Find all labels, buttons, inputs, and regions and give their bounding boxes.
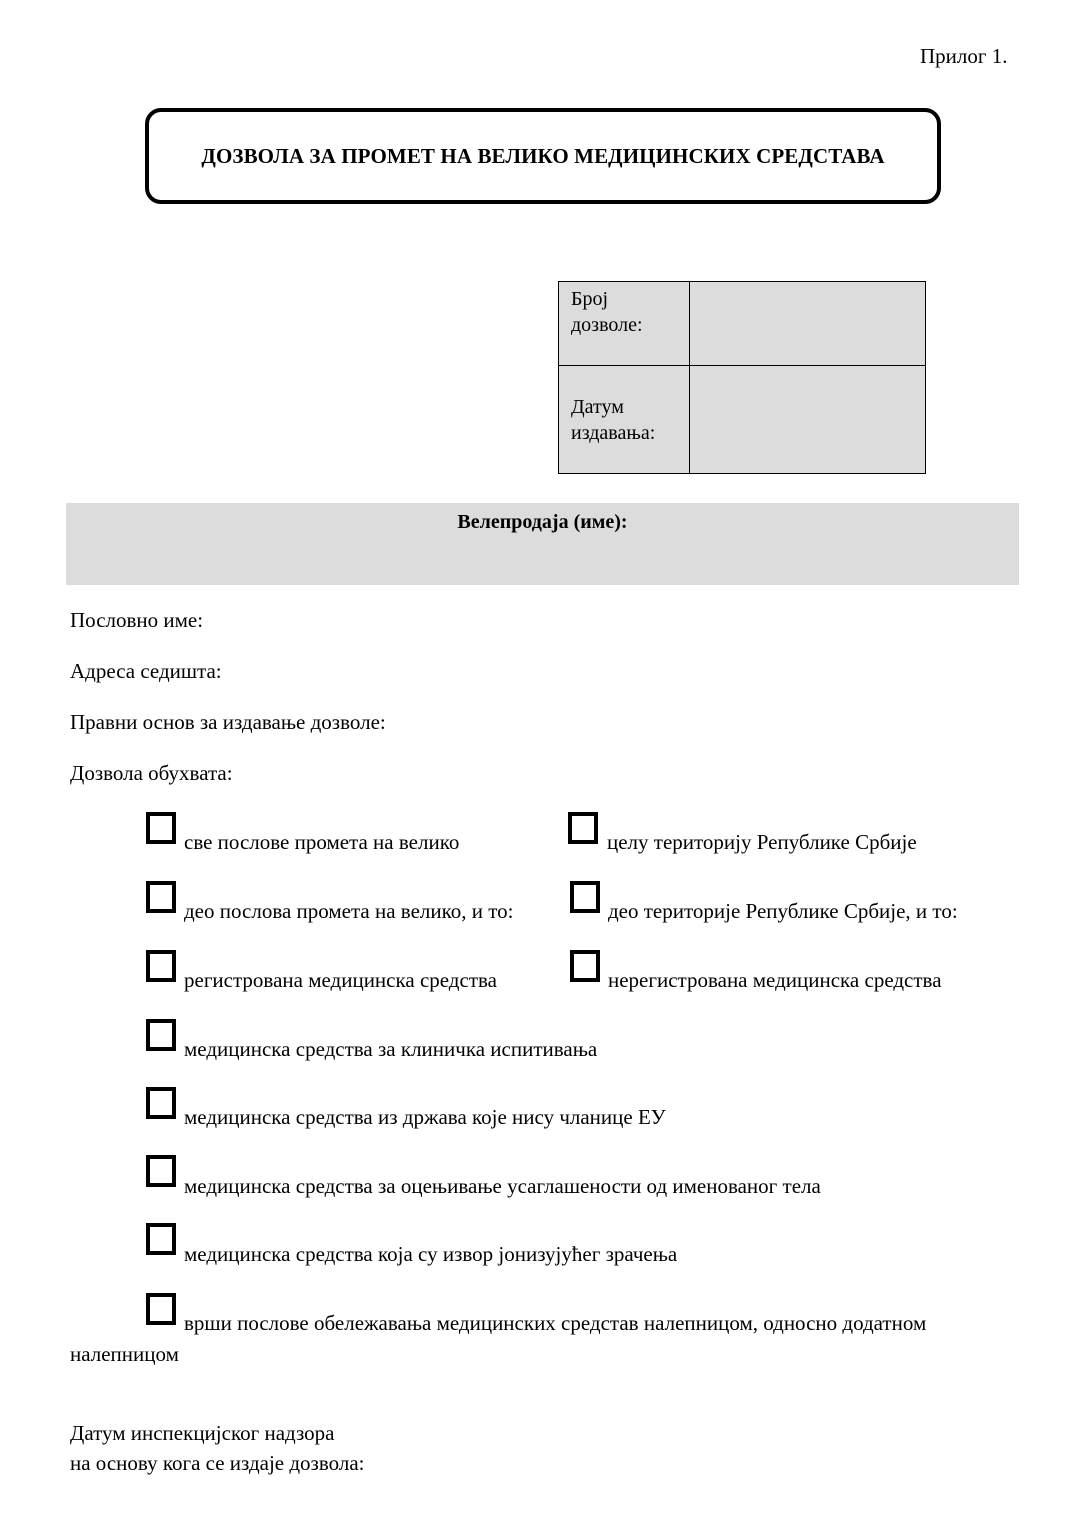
labeling-label-line2: налепницом (70, 1342, 179, 1366)
part-wholesale-checkbox[interactable] (146, 881, 176, 913)
inspection-date-line2: на основу кога се издаје дозвола: (70, 1451, 365, 1475)
permit-number-label: Број дозволе: (559, 282, 690, 366)
all-wholesale-checkbox[interactable] (146, 812, 176, 844)
clinical-trials-checkbox[interactable] (146, 1019, 176, 1051)
conformity-label: медицинска средства за оцењивање усаглашености од именованог тела (184, 1174, 821, 1198)
unregistered-label: нерегистрована медицинска средства (608, 968, 942, 992)
inspection-date-line1: Датум инспекцијског надзора (70, 1421, 335, 1445)
part-wholesale-label: део послова промета на велико, и то: (184, 899, 514, 923)
wholesaler-band (66, 503, 1019, 585)
unregistered-checkbox[interactable] (570, 950, 600, 982)
permit-covers-label: Дозвола обухвата: (70, 761, 233, 785)
registered-checkbox[interactable] (146, 950, 176, 982)
permit-info-table (558, 281, 926, 474)
non-eu-label: медицинска средства из држава које нису чланице ЕУ (184, 1105, 666, 1129)
business-name-label: Пословно име: (70, 608, 204, 632)
labeling-checkbox[interactable] (146, 1293, 176, 1325)
conformity-checkbox[interactable] (146, 1155, 176, 1187)
title-box (145, 108, 941, 204)
wholesaler-heading: Велепродаја (име): (457, 511, 628, 533)
registered-label: регистрована медицинска средства (184, 968, 497, 992)
annex-label: Прилог 1. (920, 44, 1008, 68)
clinical-trials-label: медицинска средства за клиничка испитивања (184, 1037, 598, 1061)
legal-basis-label: Правни основ за издавање дозволе: (70, 710, 386, 734)
headquarters-address-label: Адреса седишта: (70, 659, 222, 683)
permit-number-field[interactable] (690, 282, 926, 366)
issue-date-row (559, 366, 926, 474)
non-eu-checkbox[interactable] (146, 1087, 176, 1119)
inspection-date-label (70, 1418, 364, 1478)
issue-date-label: Датум издавања: (559, 366, 690, 474)
whole-territory-checkbox[interactable] (568, 812, 598, 844)
issue-date-field[interactable] (690, 366, 926, 474)
document-title: ДОЗВОЛА ЗА ПРОМЕТ НА ВЕЛИКО МЕДИЦИНСКИХ СРЕДСТАВА (201, 143, 885, 168)
permit-number-row (559, 282, 926, 366)
labeling-label-line1: врши послове обележавања медицинских средстав налепницом, односно додатном (184, 1311, 927, 1335)
part-territory-label: део територије Републике Србије, и то: (608, 899, 958, 923)
whole-territory-label: целу територију Републике Србије (607, 830, 917, 854)
part-territory-checkbox[interactable] (570, 881, 600, 913)
ionizing-checkbox[interactable] (146, 1223, 176, 1255)
all-wholesale-label: све послове промета на велико (184, 830, 460, 854)
ionizing-label: медицинска средства која су извор јонизујућег зрачења (184, 1242, 678, 1266)
